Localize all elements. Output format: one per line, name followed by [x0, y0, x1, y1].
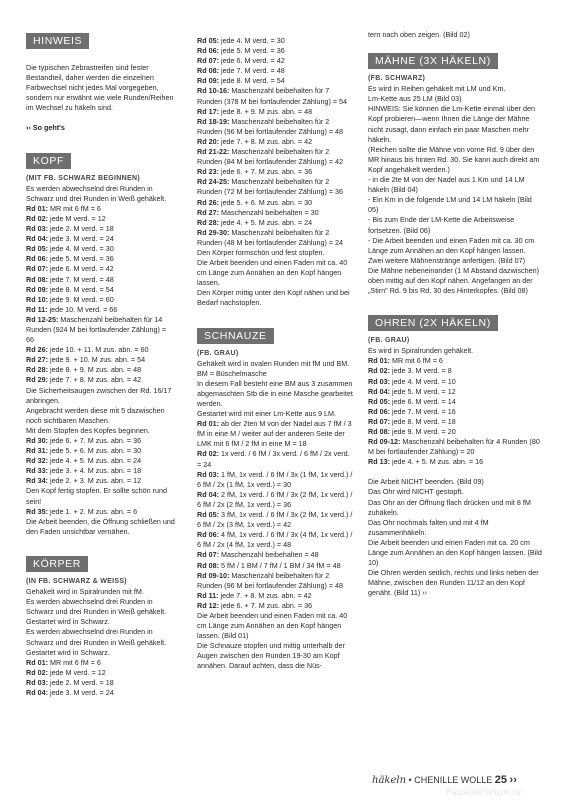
round-label: Rd 05: — [368, 396, 390, 406]
round-text: 5 fM / 1 BM / 7 fM / 1 BM / 34 fM = 48 — [218, 560, 341, 570]
round-label: Rd 33: — [26, 466, 48, 476]
paragraph: Zwei weitere Mähnenstränge anfertigen. (Bild 07) — [368, 255, 526, 265]
round-label: Rd 03: — [26, 224, 48, 234]
paragraph: Das Ohr an der Öffnung flach drücken und mit 8 fM zuhäkeln. — [368, 497, 531, 517]
round-text: jede 2. + 3. M zus. abn. = 12 — [47, 476, 142, 486]
section-header-ohren-2x-h-keln: OHREN (2X HÄKELN) — [368, 315, 498, 331]
round-instruction — [197, 449, 354, 469]
round-instruction — [26, 365, 176, 375]
round-instruction — [368, 366, 542, 376]
round-instruction — [26, 275, 176, 285]
round-instruction — [26, 345, 176, 355]
round-label: Rd 13: — [368, 457, 390, 467]
paragraph: tern nach oben zeigen. (Bild 02) — [368, 30, 470, 39]
round-label: Rd 12-25: — [26, 314, 59, 324]
round-instruction — [197, 208, 354, 218]
paragraph: Die Arbeit beenden und einen Faden mit ca. 40 cm Länge zum Annähen an den Kopf hängen lassen. — [197, 258, 348, 288]
spacer — [26, 53, 176, 63]
round-text: jede 3. + 4. M zus. abn. = 18 — [47, 466, 142, 476]
round-text: MR mit 6 fM = 6 — [47, 203, 101, 213]
round-text: jede 3. M verd. = 24 — [47, 687, 114, 697]
round-label: Rd 08: — [197, 66, 219, 76]
round-instruction — [26, 285, 176, 295]
paragraph: - Die Arbeit beenden und einen Faden mit ca. 30 cm Länge zum Annähen an den Kopf hängen lassen. — [368, 235, 535, 255]
section-color-note: (MIT FB. SCHWARZ BEGINNEN) — [26, 174, 140, 182]
round-text: 4 fM, 1x verd. / 6 fM / 3x (4 fM, 1x verd.) / 6 fM / 2x (4 fM, 1x verd.) = 48 — [197, 530, 353, 550]
round-instruction — [26, 305, 176, 315]
round-instruction — [26, 214, 176, 224]
round-label: Rd 26: — [26, 345, 48, 355]
round-text: jede M verd. = 12 — [47, 213, 106, 223]
round-instruction — [26, 507, 176, 517]
round-label: Rd 34: — [26, 476, 48, 486]
paragraph: Die Arbeit NICHT beenden. (Bild 09) — [368, 477, 484, 487]
round-label: Rd 07: — [368, 416, 390, 426]
round-label: Rd 30: — [26, 436, 48, 445]
paragraph: Es wird in Spiralrunden gehäkelt. — [368, 346, 474, 356]
round-instruction — [368, 417, 542, 427]
round-text: jede 6. + 7. M zus. abn. = 36 — [47, 436, 142, 445]
round-text: jede 7. + 8. M zus. abn. = 42 — [218, 590, 312, 600]
paragraph: Das Ohr nochmals falten und mit 4 fM zusammenhäkeln. — [368, 517, 489, 537]
round-text: Maschenzahl beibehalten für 2 Runden (48 M bei fortlaufender Zählung) = 24 — [197, 227, 344, 247]
round-instruction — [197, 510, 354, 530]
section-color-note: (IN FB. SCHWARZ & WEISS) — [26, 577, 127, 585]
round-text: jede 5. M verd. = 36 — [218, 46, 285, 56]
round-label: Rd 03: — [368, 376, 390, 386]
paragraph: - in die 2te M von der Nadel aus 1 Km und 14 LM häkeln (Bild 04) — [368, 175, 525, 195]
round-instruction — [26, 446, 176, 456]
round-text: 3 fM, 1x verd. / 6 fM / 3x (2 fM, 1x verd.) / 6 fM / 2x (3 fM, 1x verd.) = 42 — [197, 510, 353, 530]
section-header-k-rper: KÖRPER — [26, 556, 88, 572]
round-instruction — [26, 436, 176, 446]
spacer — [26, 537, 176, 553]
round-text: jede 4. + 5. M zus. abn. = 24 — [218, 217, 313, 227]
round-label: Rd 03: — [197, 469, 219, 479]
round-text: jede 4. + 5. M zus. abn. = 24 — [47, 456, 142, 466]
round-instruction — [368, 397, 542, 407]
round-instruction — [197, 147, 354, 167]
round-text: jede 1. + 2. M zus. abn. = 6 — [47, 506, 138, 516]
section-color-note: (FB. GRAU) — [197, 349, 239, 357]
round-text: Maschenzahl beibehalten für 2 Runden (84 M bei fortlaufender Zählung) = 42 — [197, 147, 344, 167]
round-text: jede 7. M verd. = 48 — [218, 66, 285, 76]
footer-separator: • — [408, 775, 412, 785]
round-label: Rd 29-30: — [197, 227, 230, 237]
round-label: Rd 06: — [368, 406, 390, 416]
round-text: jede 8. M verd. = 54 — [47, 284, 114, 294]
round-label: Rd 10: — [26, 294, 48, 304]
round-label: Rd 27: — [26, 355, 48, 365]
round-instruction — [197, 177, 354, 197]
round-text: jede 8. M verd. = 18 — [389, 416, 456, 426]
round-instruction — [26, 254, 176, 264]
round-instruction — [26, 234, 176, 244]
round-text: jede 8. M verd. = 54 — [218, 76, 285, 86]
round-label: Rd 23: — [197, 167, 219, 177]
round-instruction — [197, 167, 354, 177]
round-text: Maschenzahl beibehalten = 30 — [218, 207, 319, 217]
round-instruction — [26, 375, 176, 385]
round-text: jede 6. M verd. = 42 — [47, 264, 114, 274]
round-instruction — [26, 466, 176, 476]
round-label: Rd 04: — [26, 687, 48, 697]
round-label: Rd 31: — [26, 446, 48, 456]
paragraph: Die Arbeit beenden und einen Faden mit ca. 20 cm Länge zum Annähen an den Kopf hängen lassen. (Bild 10) — [368, 537, 542, 568]
round-label: Rd 12: — [197, 600, 219, 610]
round-instruction — [197, 571, 354, 591]
next-page-arrows: ›› — [509, 774, 517, 786]
round-text: Maschenzahl beibehalten für 14 Runden (924 M bei fortlaufender Zählung) = 66 — [26, 314, 167, 345]
round-label: Rd 01: — [368, 356, 390, 366]
so-gehts-heading: ›› So geht's — [26, 123, 65, 133]
round-instruction — [368, 427, 542, 437]
round-instruction — [197, 218, 354, 228]
paragraph: Es wird in Reihen gehäkelt mit LM und Km. — [368, 84, 506, 94]
round-text: Maschenzahl beibehalten für 4 Runden (80 M bei fortlaufender Zählung) = 20 — [368, 437, 540, 457]
paragraph: Die Ohren werden seitlich, rechts und links neben der Mähne, zwischen den Runden 11/12 an den Kopf genäht. (Bild 11) ›› — [368, 568, 539, 598]
round-instruction — [197, 470, 354, 490]
footer-title: CHENILLE WOLLE — [414, 775, 493, 785]
round-label: Rd 04: — [26, 234, 48, 244]
round-instruction — [197, 66, 354, 76]
round-label: Rd 02: — [197, 449, 219, 459]
paragraph: Es werden abwechselnd drei Runden in Schwarz und drei Runden in Weiß gehäkelt. — [26, 183, 167, 203]
round-text: MR mit 6 fM = 6 — [389, 356, 443, 366]
round-label: Rd 10-16: — [197, 86, 230, 96]
round-instruction — [26, 244, 176, 254]
round-instruction — [368, 457, 542, 467]
round-text: 1 fM, 1x verd. / 6 fM / 3x (1 fM, 1x verd.) / 6 fM / 2x (1 fM, 1x verd.) = 30 — [197, 469, 353, 489]
round-text: jede 9. M verd. = 20 — [389, 427, 456, 436]
round-text: jede 7. M verd. = 16 — [389, 406, 456, 416]
round-label: Rd 07: — [26, 264, 48, 274]
spacer — [26, 113, 176, 123]
round-label: Rd 05: — [26, 244, 48, 254]
round-label: Rd 04: — [368, 386, 390, 396]
round-label: Rd 07: — [197, 56, 219, 66]
column-middle — [197, 36, 354, 672]
round-instruction — [197, 46, 354, 56]
paragraph: Die Schnauze stopfen und mittig unterhalb der Augen zwischen den Runden 19-30 am Kopf annähen. Darauf achten, dass die Nüs- — [197, 641, 345, 671]
round-label: Rd 02: — [368, 366, 390, 376]
round-text: jede 9. M verd. = 60 — [47, 294, 114, 304]
round-instruction — [368, 407, 542, 417]
round-instruction — [197, 107, 354, 117]
round-instruction — [197, 530, 354, 550]
round-text: jede M verd. = 12 — [47, 667, 106, 677]
round-instruction — [26, 668, 176, 678]
section-header-kopf: KOPF — [26, 153, 71, 169]
paragraph: Gestartet wird mit einer Lm-Kette aus 9 LM. — [197, 409, 337, 419]
section-color-note: (FB. SCHWARZ) — [368, 75, 426, 83]
section-header-m-hne-3x-h-keln: MÄHNE (3X HÄKELN) — [368, 53, 498, 69]
round-label: Rd 09: — [26, 284, 48, 294]
round-label: Rd 03: — [26, 677, 48, 687]
round-text: jede 2. M verd. = 18 — [47, 677, 114, 687]
round-label: Rd 26: — [197, 197, 219, 207]
round-label: Rd 29: — [26, 375, 48, 385]
round-label: Rd 11: — [26, 304, 48, 314]
paragraph: BM = Büschelmasche — [197, 368, 267, 378]
round-label: Rd 07: — [197, 550, 219, 560]
round-text: jede 7. + 8. M zus. abn. = 42 — [47, 375, 142, 385]
magazine-brand: häkeln — [372, 775, 407, 786]
round-instruction — [368, 387, 542, 397]
column-right — [368, 30, 542, 599]
paragraph: Es werden abwechselnd drei Runden in Schwarz und drei Runden in Weiß gehäkelt. Gestartet wird in Schwarz. — [26, 627, 167, 657]
round-label: Rd 08: — [26, 274, 48, 284]
spacer — [26, 134, 176, 150]
round-label: Rd 02: — [26, 667, 48, 677]
paragraph: Angebracht werden diese mit 5 dazwischen noch sichtbaren Maschen. — [26, 405, 165, 425]
round-label: Rd 18-19: — [197, 116, 230, 126]
round-text: Maschenzahl beibehalten = 48 — [218, 550, 319, 560]
paragraph: Lm-Kette aus 25 LM (Bild 03) — [368, 94, 462, 104]
paragraph: - Bis zum Ende der LM-Kette die Arbeitsweise fortsetzen. (Bild 06) — [368, 215, 515, 235]
round-text: jede 7. M verd. = 48 — [47, 274, 114, 284]
round-instruction — [26, 355, 176, 365]
round-label: Rd 24-25: — [197, 177, 230, 187]
round-label: Rd 21-22: — [197, 147, 230, 157]
round-text: jede 6. M verd. = 42 — [218, 56, 285, 66]
round-text: Maschenzahl beibehalten für 2 Runden (72 M bei fortlaufender Zählung) = 36 — [197, 177, 344, 197]
section-color-note: (FB. GRAU) — [368, 337, 410, 345]
round-text: jede 4. M verd. = 30 — [218, 36, 285, 45]
page-number: 25 — [494, 774, 508, 786]
round-instruction — [26, 678, 176, 688]
round-text: jede 6. M verd. = 14 — [389, 396, 456, 406]
round-text: jede 5. M verd. = 36 — [47, 254, 114, 264]
round-instruction — [197, 228, 354, 248]
round-instruction — [197, 56, 354, 66]
round-text: jede 10. M verd. = 66 — [47, 304, 118, 314]
round-text: jede 3. M verd. = 24 — [47, 234, 114, 244]
round-instruction — [26, 204, 176, 214]
spacer — [368, 296, 542, 312]
round-text: Maschenzahl beibehalten für 2 Runden (96 M bei fortlaufender Zählung) = 48 — [197, 570, 344, 590]
round-text: jede 3. M verd. = 8 — [389, 366, 452, 376]
round-text: 2 fM, 1x verd. / 6 fM / 3x (2 fM, 1x verd.) / 6 fM / 2x (2 fM, 1x verd.) = 36 — [197, 489, 353, 509]
paragraph: Den Körper formschön und fest stopfen. — [197, 247, 325, 257]
paragraph: (Reichen sollte die Mähne von vorne Rd. 9 über den MR hinaus bis hinten Rd. 30. Sie kann auch direkt am Kopf angehäkelt werden.) — [368, 144, 540, 174]
round-label: Rd 08: — [368, 427, 390, 436]
round-instruction — [26, 688, 176, 698]
round-label: Rd 05: — [197, 510, 219, 520]
paragraph: Die Arbeit beenden und einen Faden mit ca. 40 cm Länge zum Annähen an den Kopf hängen lassen. (Bild 01) — [197, 610, 348, 641]
paragraph: Gehäkelt wird in Spiralrunden mit fM. — [26, 587, 144, 597]
round-text: ab der 2ten M von der Nadel aus 7 fM / 3 fM in eine M / weiter auf der anderen Seite der LMK mit 6 fM / 2 fM in eine M = 18 — [197, 419, 352, 449]
round-label: Rd 08: — [197, 560, 219, 570]
round-label: Rd 28: — [197, 217, 219, 227]
round-text: jede 6. + 7. M zus. abn. = 36 — [218, 167, 313, 177]
round-label: Rd 17: — [197, 106, 219, 116]
round-text: jede 9. + 10. M zus. abn. = 54 — [47, 355, 146, 365]
round-label: Rd 09-10: — [197, 570, 230, 580]
round-text: jede 2. M verd. = 18 — [47, 224, 114, 234]
round-instruction — [26, 456, 176, 466]
paragraph: In diesem Fall besteht eine BM aus 3 zusammen abgemaschten Stb die in eine Masche gearbeitet werden. — [197, 378, 353, 408]
paragraph: Die Arbeit beenden, die Öffnung schließen und den Faden unsichtbar vernähen. — [26, 516, 175, 536]
paragraph: Die Sicherheitsaugen zwischen der Rd. 16/17 anbringen. — [26, 385, 172, 405]
section-header-schnauze: SCHNAUZE — [197, 328, 274, 344]
round-text: jede 6. + 7. M zus. abn. = 36 — [218, 600, 313, 610]
round-label: Rd 35: — [26, 506, 48, 516]
round-text: jede 8. + 9. M zus. abn. = 48 — [218, 106, 313, 116]
round-text: jede 5. M verd. = 12 — [389, 386, 456, 396]
paragraph: Gehäkelt wird in ovalen Runden mit fM und BM. — [197, 358, 350, 368]
round-label: Rd 27: — [197, 207, 219, 217]
round-instruction — [197, 76, 354, 86]
round-instruction — [26, 476, 176, 486]
round-label: Rd 02: — [26, 213, 48, 223]
round-instruction — [197, 198, 354, 208]
column-left — [26, 30, 176, 698]
round-label: Rd 20: — [197, 136, 219, 146]
round-text: MR mit 6 fM = 6 — [47, 657, 101, 667]
round-instruction — [26, 315, 176, 345]
round-label: Rd 05: — [197, 36, 219, 45]
round-instruction — [368, 356, 542, 366]
round-instruction — [197, 117, 354, 137]
round-text: jede 8. + 9. M zus. abn. = 48 — [47, 365, 142, 375]
round-label: Rd 01: — [197, 419, 219, 429]
round-text: Maschenzahl beibehalten für 2 Runden (96 M bei fortlaufender Zählung) = 48 — [197, 116, 344, 136]
round-instruction — [197, 550, 354, 560]
spacer — [368, 40, 542, 50]
paragraph: Die typischen Zebrastreifen sind fester Bestandteil, daher werden die einzelnen Farbwechsel nicht jedes Mal vorgegeben, sondern nur erwähnt wie viele Runden/Reihen im Wechsel zu häkeln sind. — [26, 63, 174, 113]
round-text: jede 4. M verd. = 30 — [47, 244, 114, 254]
paragraph: Es werden abwechselnd drei Runden in Schwarz und drei Runden in Weiß gehäkelt. Gestartet wird in Schwarz. — [26, 597, 167, 627]
round-label: Rd 06: — [197, 530, 219, 540]
round-instruction — [197, 561, 354, 571]
paragraph: Den Körper mittig unter den Kopf nähen und bei Bedarf nachstopfen. — [197, 288, 350, 308]
round-label: Rd 01: — [26, 203, 48, 213]
spacer — [197, 309, 354, 325]
round-instruction — [26, 658, 176, 668]
round-instruction — [26, 224, 176, 234]
paragraph: Mit dem Stopfen des Kopfes beginnen. — [26, 425, 150, 435]
paragraph: - Ein Km in die folgende LM und 14 LM häkeln (Bild 05) — [368, 195, 532, 215]
round-instruction — [368, 377, 542, 387]
spacer — [368, 467, 542, 477]
paragraph: HINWEIS: Sie können die Lm-Kette einmal über den Kopf probieren—wenn Ihnen die Länge der Mähne nicht zusagt, dann einfach ein paar Maschen mehr häkeln. — [368, 104, 535, 144]
round-text: jede 10. + 11. M zus. abn. = 60 — [47, 345, 149, 355]
round-text: jede 7. + 8. M zus. abn. = 42 — [218, 136, 313, 146]
round-instruction — [197, 591, 354, 601]
paragraph: Die Mähne nebeneinander (1 M Abstand dazwischen) oben mittig auf den Kopf nähen. Angefangen an der „Stirn" Rd. 9 bis Rd. 30 des Hinterkopfes. (Bild 08) — [368, 265, 540, 296]
round-text: jede 4. M verd. = 10 — [389, 376, 456, 386]
round-text: Maschenzahl beibehalten für 7 Runden (378 M bei fortlaufender Zählung) = 54 — [197, 86, 348, 106]
round-instruction — [26, 295, 176, 305]
round-label: Rd 09-12: — [368, 437, 401, 447]
round-label: Rd 01: — [26, 657, 48, 667]
round-text: jede 5. + 6. M zus. abn. = 30 — [218, 197, 313, 207]
round-instruction — [197, 601, 354, 611]
round-text: 1x verd. / 6 fM / 3x verd. / 6 fM / 2x verd. = 24 — [197, 449, 350, 469]
round-text: jede 4. + 5. M zus. abn. = 16 — [389, 457, 484, 467]
paragraph: Das Ohr wird NICHT gestopft. — [368, 487, 464, 497]
paragraph: Den Kopf fertig stopfen. Er sollte schön rund sein! — [26, 486, 168, 506]
round-label: Rd 28: — [26, 365, 48, 375]
round-text: jede 5. + 6. M zus. abn. = 30 — [47, 446, 142, 456]
round-label: Rd 32: — [26, 456, 48, 466]
round-instruction — [26, 264, 176, 274]
round-label: Rd 06: — [26, 254, 48, 264]
round-label: Rd 11: — [197, 590, 219, 600]
round-label: Rd 09: — [197, 76, 219, 86]
round-instruction — [197, 137, 354, 147]
section-header-hinweis: HINWEIS — [26, 33, 89, 49]
round-label: Rd 04: — [197, 489, 219, 499]
round-instruction — [368, 437, 542, 457]
page-footer — [372, 774, 552, 786]
round-instruction — [197, 36, 354, 46]
watermark: PassionForum.ru — [446, 788, 522, 798]
round-instruction — [197, 419, 354, 449]
round-label: Rd 06: — [197, 46, 219, 56]
round-instruction — [197, 86, 354, 106]
round-instruction — [197, 490, 354, 510]
